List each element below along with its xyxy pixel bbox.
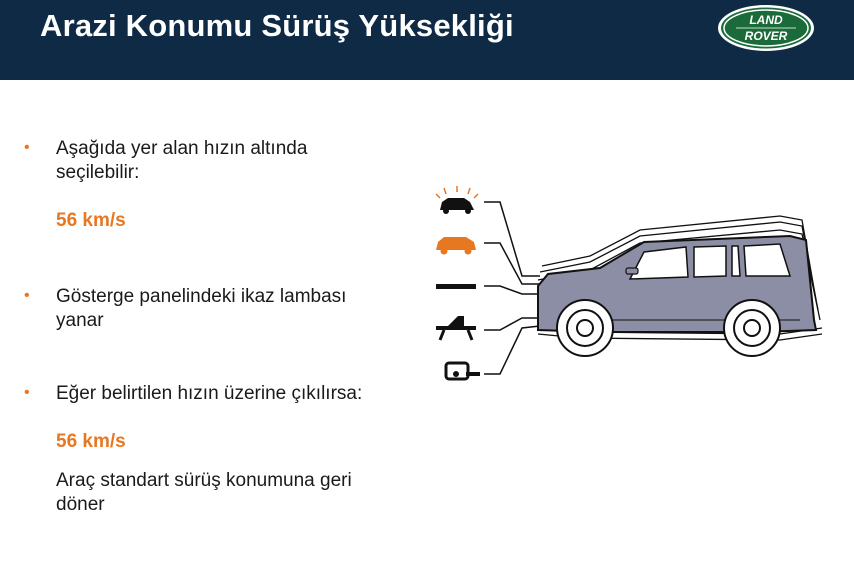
- bullet-text-line: seçilebilir:: [56, 162, 140, 183]
- land-rover-logo: [716, 3, 816, 53]
- bullet-text: [56, 285, 346, 333]
- svg-text:LAND: LAND: [749, 13, 783, 27]
- rear-wheel: [724, 300, 780, 356]
- bullet-text-line: Eğer belirtilen hızın üzerine çıkılırsa:: [56, 383, 363, 404]
- speed-value: 56 km/s: [56, 431, 126, 452]
- header-bar: [0, 0, 854, 80]
- access-height-icon: [446, 363, 480, 379]
- bullet-marker: •: [24, 287, 30, 304]
- bullet-text: [56, 137, 307, 185]
- bullet-note-line: Araç standart sürüş konumuna geri: [56, 470, 352, 491]
- ride-height-illustration: [430, 180, 830, 410]
- page-title: Arazi Konumu Sürüş Yüksekliği: [40, 8, 514, 43]
- bullet-marker: •: [24, 139, 30, 156]
- speed-value: 56 km/s: [56, 210, 126, 231]
- bullet-marker: •: [24, 384, 30, 401]
- bullet-note: [56, 469, 352, 517]
- standard-height-icon: [436, 284, 476, 289]
- svg-text:ROVER: ROVER: [744, 29, 788, 43]
- leader-lines: [484, 202, 540, 374]
- bullet-text: [56, 382, 362, 406]
- bullet-note-line: döner: [56, 494, 105, 515]
- car-orange-icon: [436, 237, 476, 255]
- bullet-text-line: Aşağıda yer alan hızın altında: [56, 138, 308, 159]
- bullet-text-line: Gösterge panelindeki ikaz lambası: [56, 286, 347, 307]
- offroad-height-icon: [436, 316, 476, 340]
- car-lights-icon: [436, 186, 478, 214]
- bullet-text-line: yanar: [56, 310, 104, 331]
- front-wheel: [557, 300, 613, 356]
